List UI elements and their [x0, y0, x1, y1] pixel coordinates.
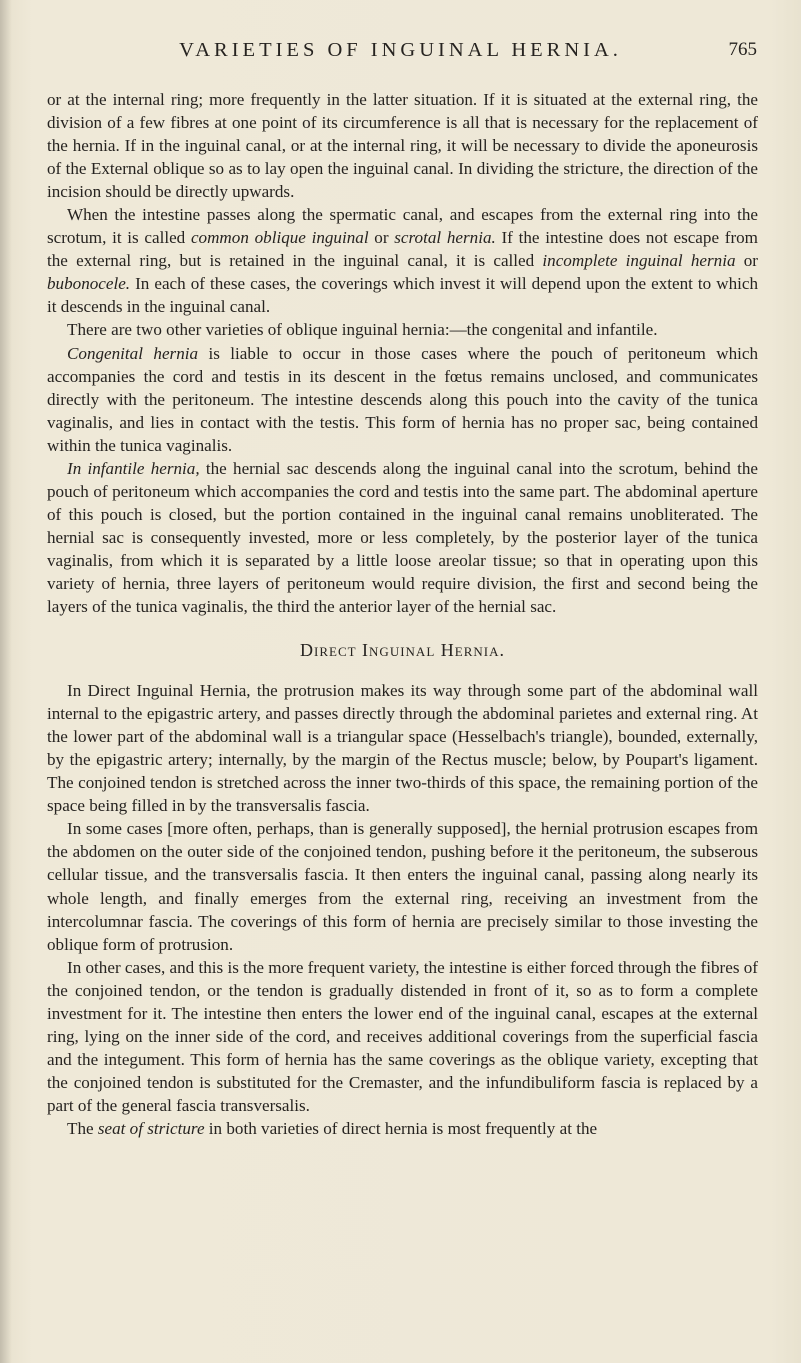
paragraph-frequent-variety: In other cases, and this is the more frequent variety, the intestine is either forced through the fibres of the conjoined tendon, or the tendon is gradually distended in front of it, so as to form a complete investment for it. The intestine then enters the lower end of the inguinal canal, escapes at the external ring, lying on the inner side of the cord, and receives additional coverings from the superficial fascia and the integument. This form of hernia has the same coverings as the oblique variety, excepting that the conjoined tendon is substituted for the Cremaster, and the infundibuliform fascia is replaced by a part of the general fascia transversalis. [47, 957, 758, 1115]
text-run: in both varieties of direct hernia is most frequently at the [204, 1118, 598, 1138]
section-heading-text: Direct Inguinal Hernia. [300, 640, 505, 661]
page-number: 765 [728, 39, 757, 60]
page-header [0, 38, 801, 62]
term-congenital-hernia: Congenital hernia [67, 343, 199, 363]
text-run: or [368, 228, 395, 248]
term-bubonocele: bubonocele. [47, 274, 131, 294]
paragraph-infantile-hernia [47, 457, 758, 618]
term-scrotal-hernia: scrotal hernia. [394, 228, 496, 248]
text-run: In each of these cases, the coverings which invest it will depend upon the extent to which it descends in the inguinal canal. [47, 274, 758, 317]
paragraph-other-varieties: There are two other varieties of oblique inguinal hernia:—the congenital and infantile. [67, 320, 658, 340]
paragraph-seat-of-stricture [47, 1117, 758, 1140]
text-run: The [67, 1118, 98, 1138]
binding-edge-shadow [0, 0, 12, 1363]
text-run: is liable to occur in those cases where the pouch of peritoneum which accompanies the cord and testis in its descent in the fœtus remains unclosed, and communicates directly with the peritoneum. The intestine descends along this pouch into the cavity of the tunica vaginalis, and lies in contact with the testis. This form of hernia has no proper sac, being contained within the tunica vaginalis. [47, 343, 759, 455]
term-seat-of-stricture: seat of stricture [97, 1118, 205, 1138]
paragraph-direct-hernia: In Direct Inguinal Hernia, the protrusion makes its way through some part of the abdominal wall internal to the epigastric artery, and passes directly through the abdominal parietes and external ring. At the lower part of the abdominal wall is a triangular space (Hesselbach's triangle), bounded, externally, by the epigastric artery; internally, by the margin of the Rectus muscle; below, by Poupart's ligament. The conjoined tendon is stretched across the inner two-thirds of this space, the remaining portion of the space being filled in by the transversalis fascia. [47, 681, 758, 816]
text-run: the hernial sac descends along the inguinal canal into the scrotum, behind the pouch of peritoneum which accompanies the cord and testis into the same part. The abdominal aperture of this pouch is closed, but the portion contained in the inguinal canal remains unobliterated. The hernial sac is consequently invested, more or less completely, by the posterior layer of the tunica vaginalis, from which it is separated by a little loose areolar tissue; so that in operating upon this variety of hernia, three layers of peritoneum would require division, the first and second being the layers of the tunica vaginalis, the third the anterior layer of the hernial sac. [47, 458, 758, 617]
section-heading [47, 639, 758, 662]
term-incomplete-inguinal: incomplete inguinal hernia [542, 251, 736, 271]
text-run: If the intestine does not escape from the external ring, but is retained in the inguinal canal, it is called [47, 228, 758, 271]
paragraph-stricture-division: or at the internal ring; more frequently in the latter situation. If it is situated at the external ring, the division of a few fibres at one point of its circumference is all that is necessary for the replacement of the hernia. If in the inguinal canal, or at the internal ring, it will be necessary to divide the aponeurosis of the External oblique so as to lay open the inguinal canal. In dividing the stricture, the direction of the incision should be directly upwards. [47, 90, 758, 202]
body-text [47, 88, 758, 1140]
paragraph-scrotal-hernia [47, 203, 758, 318]
paragraph-outer-side-protrusion: In some cases [more often, perhaps, than is generally supposed], the hernial protrusion escapes from the abdomen on the outer side of the conjoined tendon, pushing before it the peritoneum, the subserous cellular tissue, and the transversalis fascia. It then enters the inguinal canal, passing along nearly its whole length, and finally emerges from the external ring, receiving an investment from the intercolumnar fascia. The coverings of this form of hernia are precisely similar to those investing the oblique form of protrusion. [47, 819, 758, 954]
text-run: When the intestine passes along the spermatic canal, and escapes from the external ring into the scrotum, it is called [47, 205, 758, 248]
paragraph-congenital-hernia [47, 342, 758, 457]
term-infantile-hernia: In infantile hernia, [67, 458, 200, 478]
term-common-oblique: common oblique inguinal [190, 228, 369, 248]
running-title: VARIETIES OF INGUINAL HERNIA. [179, 39, 622, 61]
text-run: or [735, 251, 758, 271]
